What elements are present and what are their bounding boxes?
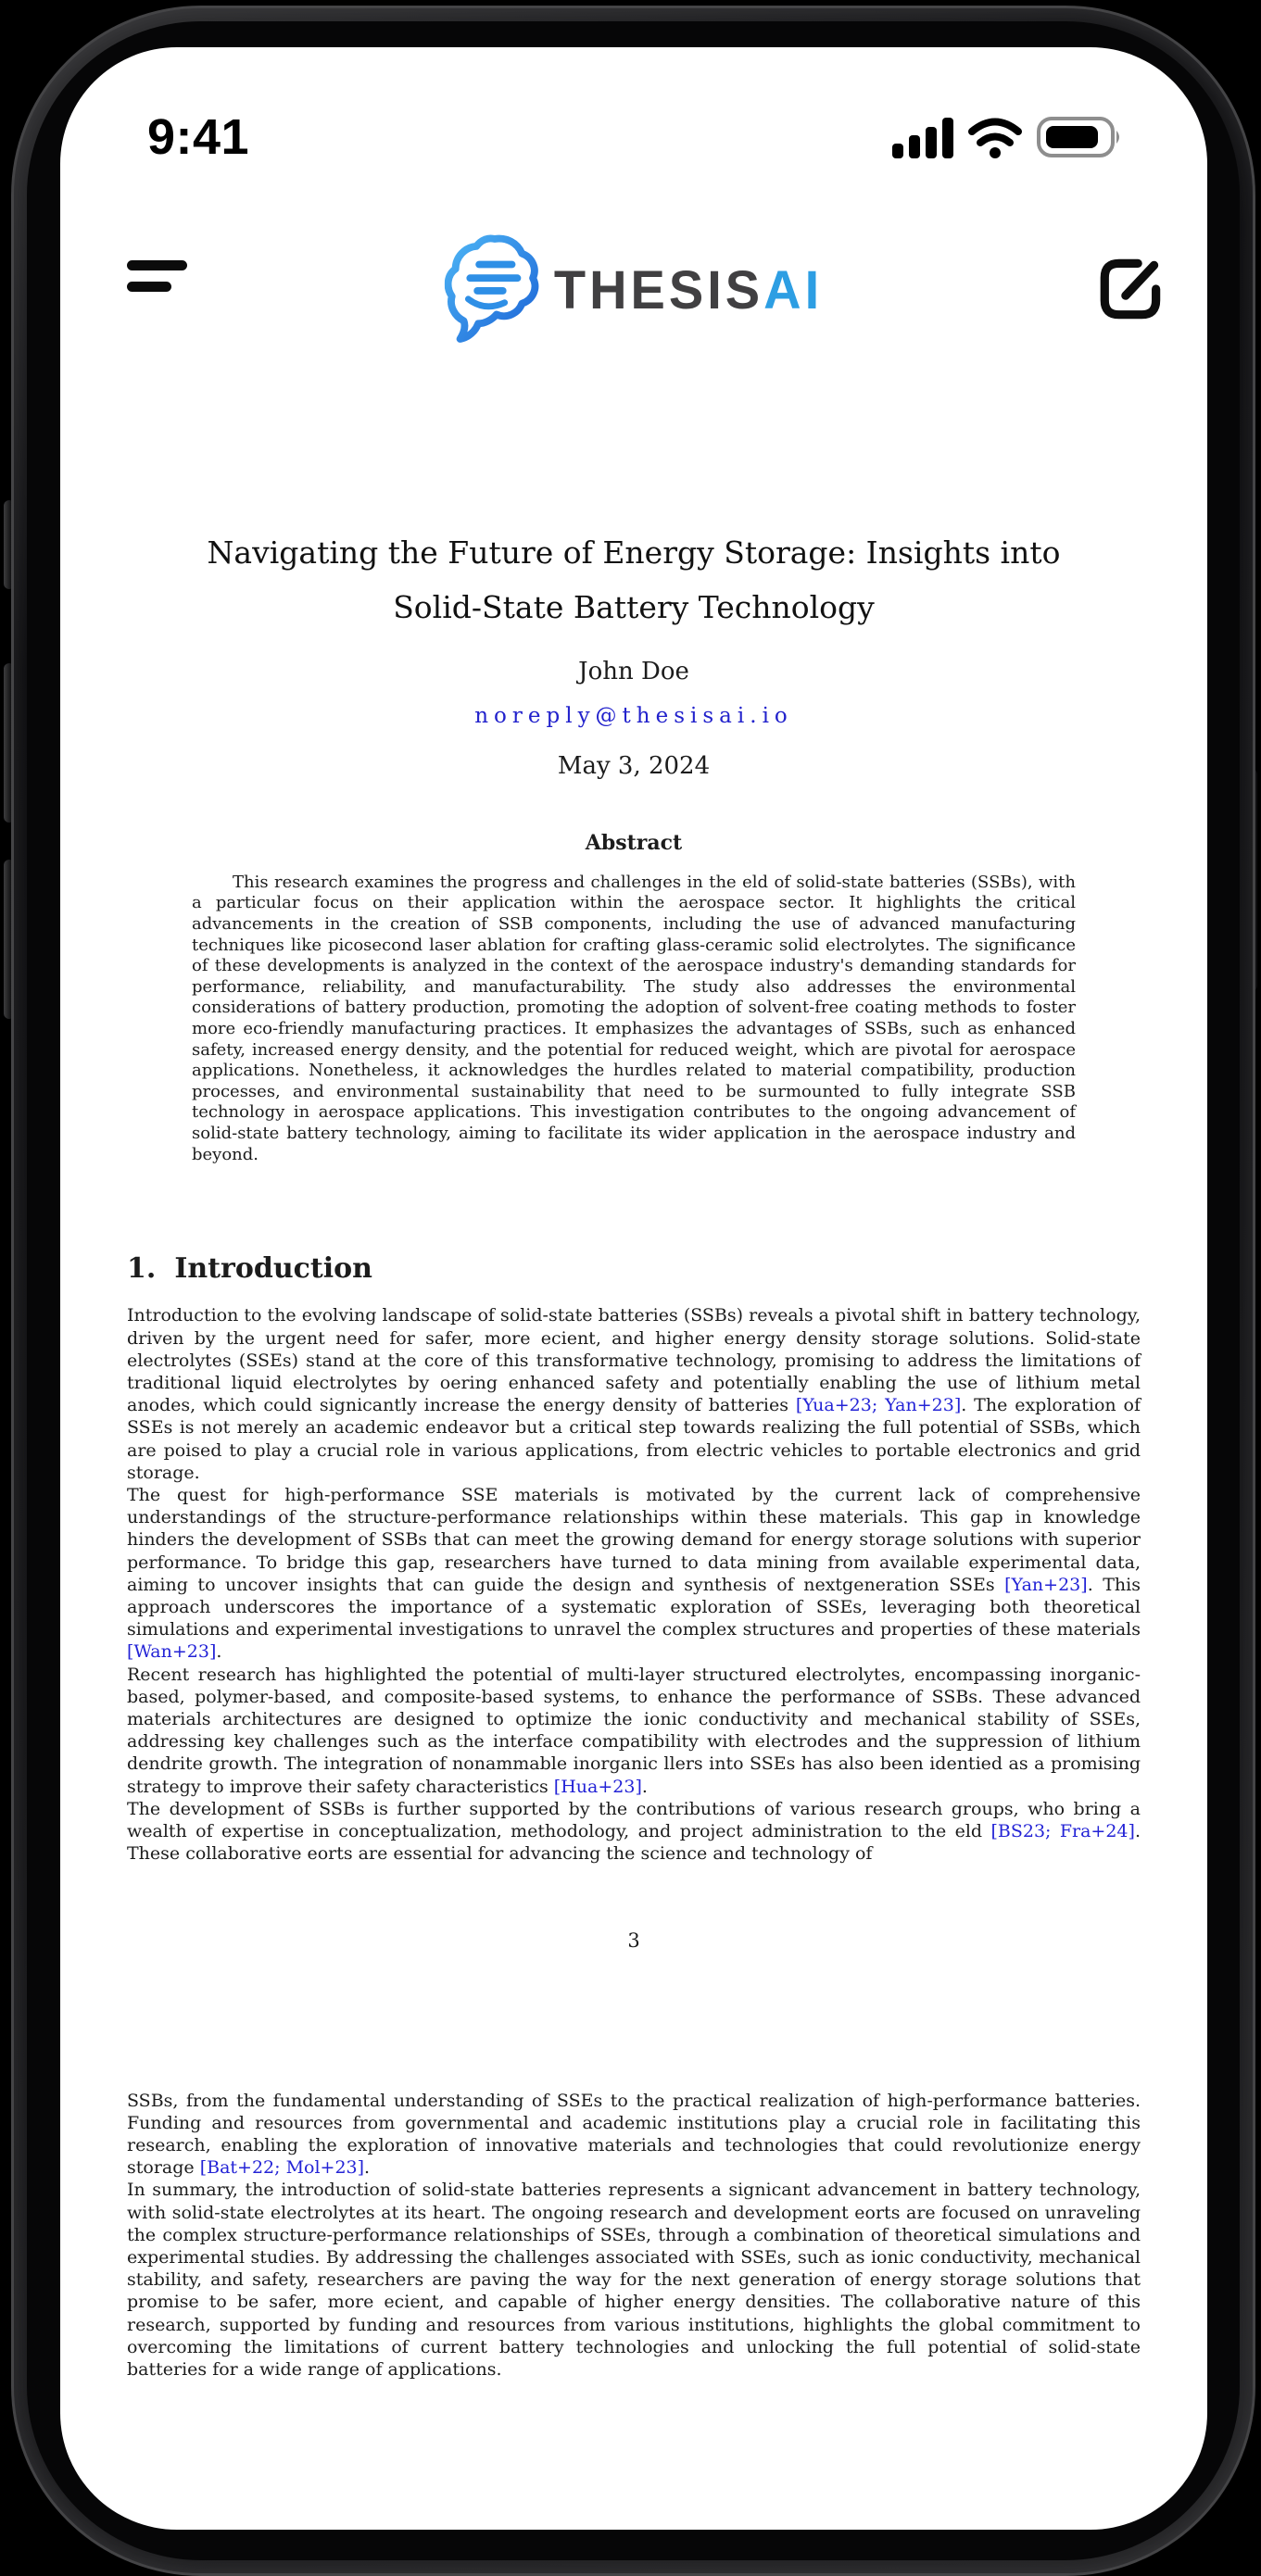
text-run: . This approach underscores the importance of a systematic exploration of SSEs, leveraging both theoretical simulations and experimental investigations to unravel the complex structures and properties of these materials xyxy=(127,1574,1141,1640)
citation-link[interactable]: [Bat+22; Mol+23] xyxy=(199,2157,365,2179)
citation-link[interactable]: [BS23; Fra+24] xyxy=(990,1821,1135,1841)
citation-link[interactable]: [Wan+23] xyxy=(127,1641,217,1663)
thesisai-logo xyxy=(445,227,823,351)
paper-title xyxy=(127,525,1141,635)
paragraph xyxy=(127,1304,1141,1484)
status-bar xyxy=(60,47,1207,166)
page-number: 3 xyxy=(627,1929,640,1953)
paper-date: May 3, 2024 xyxy=(557,752,711,781)
section-number: 1. xyxy=(127,1252,157,1286)
section-heading-introduction xyxy=(127,1252,1141,1286)
status-icons xyxy=(892,116,1122,158)
phone-frame xyxy=(11,6,1255,2576)
citation-link[interactable]: [Hua+23] xyxy=(553,1776,642,1797)
paper-title-line1: Navigating the Future of Energy Storage: Insights into xyxy=(207,534,1061,571)
app-header xyxy=(60,227,1207,351)
brain-speech-bubble-icon xyxy=(445,232,545,346)
paragraph xyxy=(127,1664,1141,1798)
text-run: . The exploration of SSEs is not merely an academic endeavor but a critical step towards realizing the full potential of SSBs, which are poised to play a crucial role in various applications, from electric vehicles to portable electronics and grid storage. xyxy=(127,1395,1141,1483)
abstract-heading: Abstract xyxy=(585,830,683,855)
citation-link[interactable]: [Yua+23; Yan+23] xyxy=(795,1395,962,1416)
phone-screen xyxy=(60,47,1207,2530)
hamburger-bar xyxy=(127,282,171,292)
paragraph xyxy=(127,2090,1141,2180)
text-run: Recent research has highlighted the potential of multi-layer structured electrolytes, encompassing inorganic-based, polymer-based, and composite-based systems, to enhance the performance of SSBs. These advanced materials architectures are designed to optimize the ionic conductivity and mechanical stability of SSEs, addressing key challenges such as the interface compatibility with electrodes and the suppression of lithium dendrite growth. The integration of nonammable inorganic llers into SSEs has also been identied as a promising strategy to improve their safety characteristics xyxy=(127,1664,1141,1797)
section-title: Introduction xyxy=(174,1252,372,1286)
author-email-link[interactable]: noreply@thesisai.io xyxy=(474,704,793,729)
text-run: The quest for high-performance SSE materials is motivated by the current lack of comprehensive understandings of the structure-performance relationships within these materials. This gap in knowledge hinders the development of SSBs that can meet the growing demand for energy storage solutions with superior performance. To bridge this gap, researchers have turned to data mining from available experimental data, aiming to uncover insights that can guide the design and synthesis of nextgeneration SSEs xyxy=(127,1484,1141,1595)
compose-edit-icon[interactable] xyxy=(1094,251,1170,330)
hamburger-bar xyxy=(127,260,187,270)
text-run: . These collaborative eorts are essential for advancing the science and technology of xyxy=(127,1821,1141,1865)
text-run: . xyxy=(216,1641,222,1663)
text-run: Introduction to the evolving landscape of solid-state batteries (SSBs) reveals a pivotal shift in battery technology, driven by the urgent need for safer, more ecient, and higher energy density storage solutions. Solid-state electrolytes (SSEs) stand at the core of this transformative technology, promising to address the limitations of traditional liquid electrolytes by oering enhanced safety and potentially enabling the use of lithium metal anodes, which could signicantly increase the energy density of batteries xyxy=(127,1305,1141,1416)
page3-body xyxy=(127,1304,1141,1865)
paper-title-line2: Solid-State Battery Technology xyxy=(393,589,875,625)
logo-text-ai: AI xyxy=(763,258,824,320)
citation-link[interactable]: [Yan+23] xyxy=(1004,1574,1088,1595)
wifi-icon xyxy=(968,116,1022,158)
battery-icon xyxy=(1037,116,1122,158)
paragraph xyxy=(127,2179,1141,2381)
paragraph xyxy=(127,1798,1141,1866)
paper-author: John Doe xyxy=(578,658,689,685)
text-run: The development of SSBs is further supported by the contributions of various research groups, who bring a wealth of expertise in conceptualization, methodology, and project administration to the eld xyxy=(127,1798,1141,1841)
text-run: . xyxy=(641,1776,648,1797)
text-run: SSBs, from the fundamental understanding of SSEs to the practical realization of high-performance batteries. Funding and resources from governmental and academic institutions play a crucial role in facilitating this research, enabling the exploration of innovative materials and technologies that could revolutionize energy storage xyxy=(127,2090,1141,2179)
text-run: In summary, the introduction of solid-state batteries represents a signicant advancement in battery technology, with solid-state electrolytes at its heart. The ongoing research and development eorts are focused on unraveling the complex structure-performance relationships of SSEs, through a combination of theoretical simulations and experimental studies. By addressing the challenges associated with SSEs, such as ionic conductivity, mechanical stability, and safety, researchers are paving the way for the next generation of energy storage solutions that promise to be safer, more ecient, and capable of higher energy densities. The collaborative nature of this research, supported by funding and resources from various institutions, highlights the global commitment to overcoming the limitations of current battery technologies and unlocking the full potential of solid-state batteries for a wide range of applications. xyxy=(127,2180,1141,2381)
logo-text-thesis: THESIS xyxy=(553,258,764,320)
text-run: . xyxy=(364,2157,371,2179)
document-scroll-area[interactable] xyxy=(60,525,1207,2381)
paragraph xyxy=(127,1484,1141,1664)
page4-body xyxy=(127,2090,1141,2381)
status-time: 9:41 xyxy=(147,109,250,165)
abstract-text: This research examines the progress and challenges in the eld of solid-state batteries (SSBs), with a particular focus on their application within the aerospace sector. It highlights the critical advancements in the creation of SSB components, including the use of advanced manufacturing techniques like picosecond laser ablation for crafting glass-ceramic solid electrolytes. The significance of these developments is analyzed in the context of the aerospace industry's demanding standards for performance, reliability, and manufacturability. The study also addresses the environmental considerations of battery production, promoting the adoption of solvent-free coating methods to foster more eco-friendly manufacturing practices. It emphasizes the advantages of SSBs, such as enhanced safety, increased energy density, and the potential for reduced weight, which are pivotal for aerospace applications. Nonetheless, it acknowledges the hurdles related to material compatibility, production processes, and environmental sustainability that need to be surmounted to fully integrate SSB technology in aerospace applications. This investigation contributes to the ongoing advancement of solid-state battery technology, aiming to facilitate its wider application in the aerospace industry and beyond. xyxy=(192,872,1076,1164)
cellular-signal-icon xyxy=(892,116,953,158)
hamburger-menu-icon[interactable] xyxy=(127,260,187,292)
